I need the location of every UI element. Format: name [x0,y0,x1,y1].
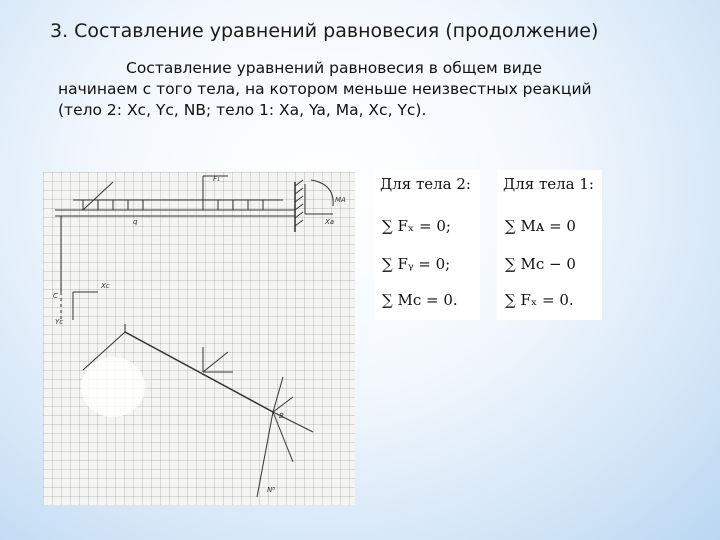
label-f1: F₁ [213,175,220,183]
label-nb: Nᴮ [267,486,276,494]
body2-header: Для тела 2: [380,175,471,193]
body2-equations-box [374,170,480,320]
label-xc: Xc [101,282,110,290]
label-yc: Yc [55,318,64,326]
moment-arc [311,180,333,206]
nb-arrow [257,412,276,497]
label-xa: Xa [325,218,335,226]
slide-title: 3. Составление уравнений равновесия (продолжение) [50,20,599,42]
body2-eq-fx: ∑ Fₓ = 0; [382,217,451,235]
label-b: B [279,412,284,420]
body1-eq-ma: ∑ Mᴀ = 0 [505,217,576,235]
erased-smudge [81,357,145,417]
label-c: C [53,292,58,300]
inclined-bar [125,332,273,412]
body2-eq-mc: ∑ Mᴄ = 0. [382,291,458,309]
label-ma: MA [335,196,346,204]
body1-eq-fx: ∑ Fₓ = 0. [505,291,574,309]
sketch-drawing [43,172,355,505]
paragraph-line-1: Составление уравнений равновесия в общем виде [126,59,543,77]
body1-equations-box [497,170,602,320]
paragraph-line-2: начинаем с того тела, на котором меньше неизвестных реакций [58,80,592,98]
body1-eq-mc: ∑ Mᴄ − 0 [505,255,576,273]
label-q: q [133,218,138,226]
hand-drawn-sketch [43,172,355,505]
body2-eq-fy: ∑ Fᵧ = 0; [382,255,451,273]
paragraph-line-3: (тело 2: Хс, Yc, NB; тело 1: Xa, Ya, Ma, Xc, Yc). [58,101,427,119]
intro-paragraph [58,58,688,121]
body1-header: Для тела 1: [503,175,594,193]
